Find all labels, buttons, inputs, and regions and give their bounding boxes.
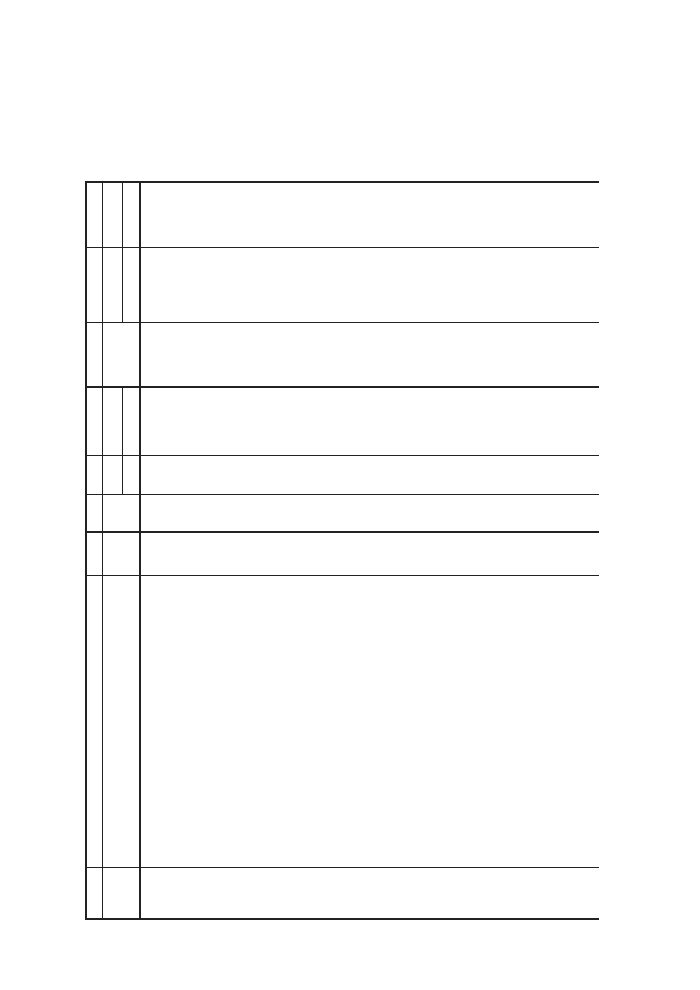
column-divider-jahr: [87, 531, 599, 533]
column-divider-insgesamt: [87, 322, 599, 323]
header-bottom-rule: [139, 183, 141, 918]
statistics-table: [85, 181, 599, 920]
header-row1-rule: [102, 183, 103, 918]
column-divider-absolut: [87, 455, 599, 456]
zu-abnahme-rule: [122, 388, 123, 495]
column-divider-key: [87, 867, 599, 868]
column-divider-anzahl: [87, 494, 599, 495]
column-divider-group: [87, 386, 599, 388]
column-divider-zuwanderer: [87, 247, 599, 248]
zuwanderer-rule: [122, 183, 123, 323]
column-divider-straftat: [87, 575, 599, 576]
